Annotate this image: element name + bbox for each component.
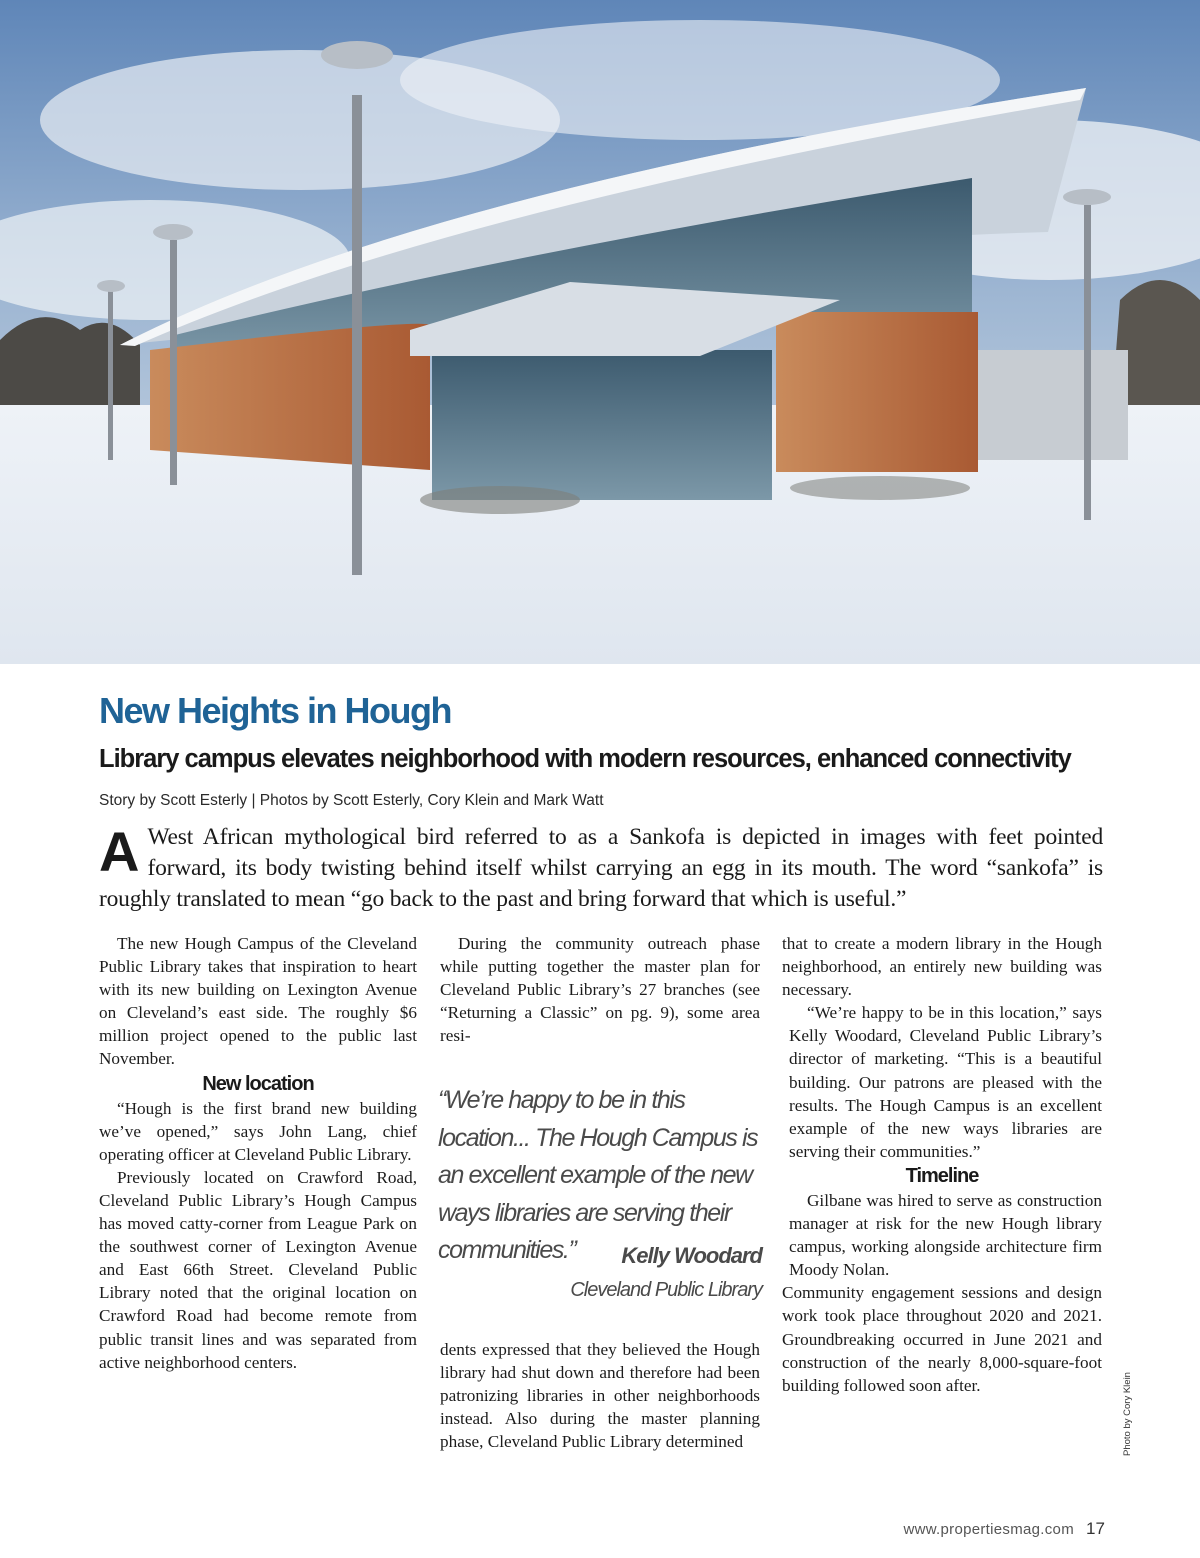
quote-block	[782, 1001, 1102, 1163]
drop-cap: A	[99, 820, 138, 883]
paragraph: dents expressed that they believed the Hough library had shut down and therefore had been patronizing libraries in other neighborhoods instead. Also during the master planning phase, Cleveland Public Library determined	[440, 1340, 760, 1452]
paragraph: that to create a modern library in the Hough neighborhood, an entirely new building was necessary.	[782, 934, 1102, 1000]
paragraph: During the community outreach phase while putting together the master plan for Cleveland Public Library’s 27 branches (see “Returning a Classic” on pg. 9), some area resi-	[440, 934, 760, 1046]
column-1	[99, 932, 417, 1374]
article-subtitle: Library campus elevates neighborhood with modern resources, enhanced connectivity	[99, 745, 1071, 773]
pull-quote: “We’re happy to be in this location... The Hough Campus is an excellent example of the new ways libraries are serving their communities.”	[438, 1086, 758, 1264]
photo-credit: Photo by Cory Klein	[1122, 1372, 1133, 1456]
paragraph: “We’re happy to be in this location,” says Kelly Woodard, Cleveland Public Library’s director of marketing. “This is a beautiful building. Our patrons are pleased with the results. The Hough Campus is an excellent example of the new ways libraries are serving their communities.”	[789, 1003, 1102, 1161]
pull-quote-attribution-name: Kelly Woodard	[621, 1243, 762, 1268]
hero-photo	[0, 0, 1200, 664]
lede-text: West African mythological bird referred to as a Sankofa is depicted in images with feet pointed forward, its body twisting behind itself whilst carrying an egg in its mouth. The word “sankofa” is roughly translated to mean “go back to the past and bring forward that which is useful.”	[99, 824, 1103, 912]
paragraph: Gilbane was hired to serve as construction manager at risk for the new Hough library campus, working alongside architecture firm Moody Nolan.	[789, 1190, 1102, 1280]
column-2-top	[440, 932, 760, 1047]
article-title: New Heights in Hough	[99, 690, 451, 731]
paragraph: Community engagement sessions and design work took place throughout 2020 and 2021. Groundbreaking occurred in June 2021 and construction of the nearly 8,000-square-foot building followed soon after.	[782, 1283, 1102, 1395]
page-number: 17	[1086, 1519, 1105, 1538]
timeline-block	[782, 1189, 1102, 1281]
paragraph: “Hough is the first brand new building we’ve opened,” says John Lang, chief operating officer at Cleveland Public Library.	[99, 1098, 417, 1164]
column-3	[782, 932, 1102, 1397]
section-heading-timeline: Timeline	[905, 1164, 979, 1187]
byline: Story by Scott Esterly | Photos by Scott Esterly, Cory Klein and Mark Watt	[99, 792, 604, 809]
paragraph: The new Hough Campus of the Cleveland Public Library takes that inspiration to heart with its new building on Lexington Avenue on Cleveland’s east side. The roughly $6 million project opened to the public last November.	[99, 934, 417, 1069]
pull-quote-attribution-org: Cleveland Public Library	[570, 1279, 762, 1301]
footer-url: www.propertiesmag.com	[903, 1521, 1074, 1538]
section-heading-new-location: New location	[202, 1072, 314, 1095]
lede-paragraph	[99, 822, 1103, 915]
paragraph: Previously located on Crawford Road, Cleveland Public Library’s Hough Campus has moved catty-corner from League Park on the southwest corner of Lexington Avenue and East 66th Street. Cleveland Public Library noted that the original location on Crawford Road had become remote from public transit lines and was separated from active neighborhood centers.	[99, 1167, 417, 1372]
column-2-bottom	[440, 1338, 760, 1453]
